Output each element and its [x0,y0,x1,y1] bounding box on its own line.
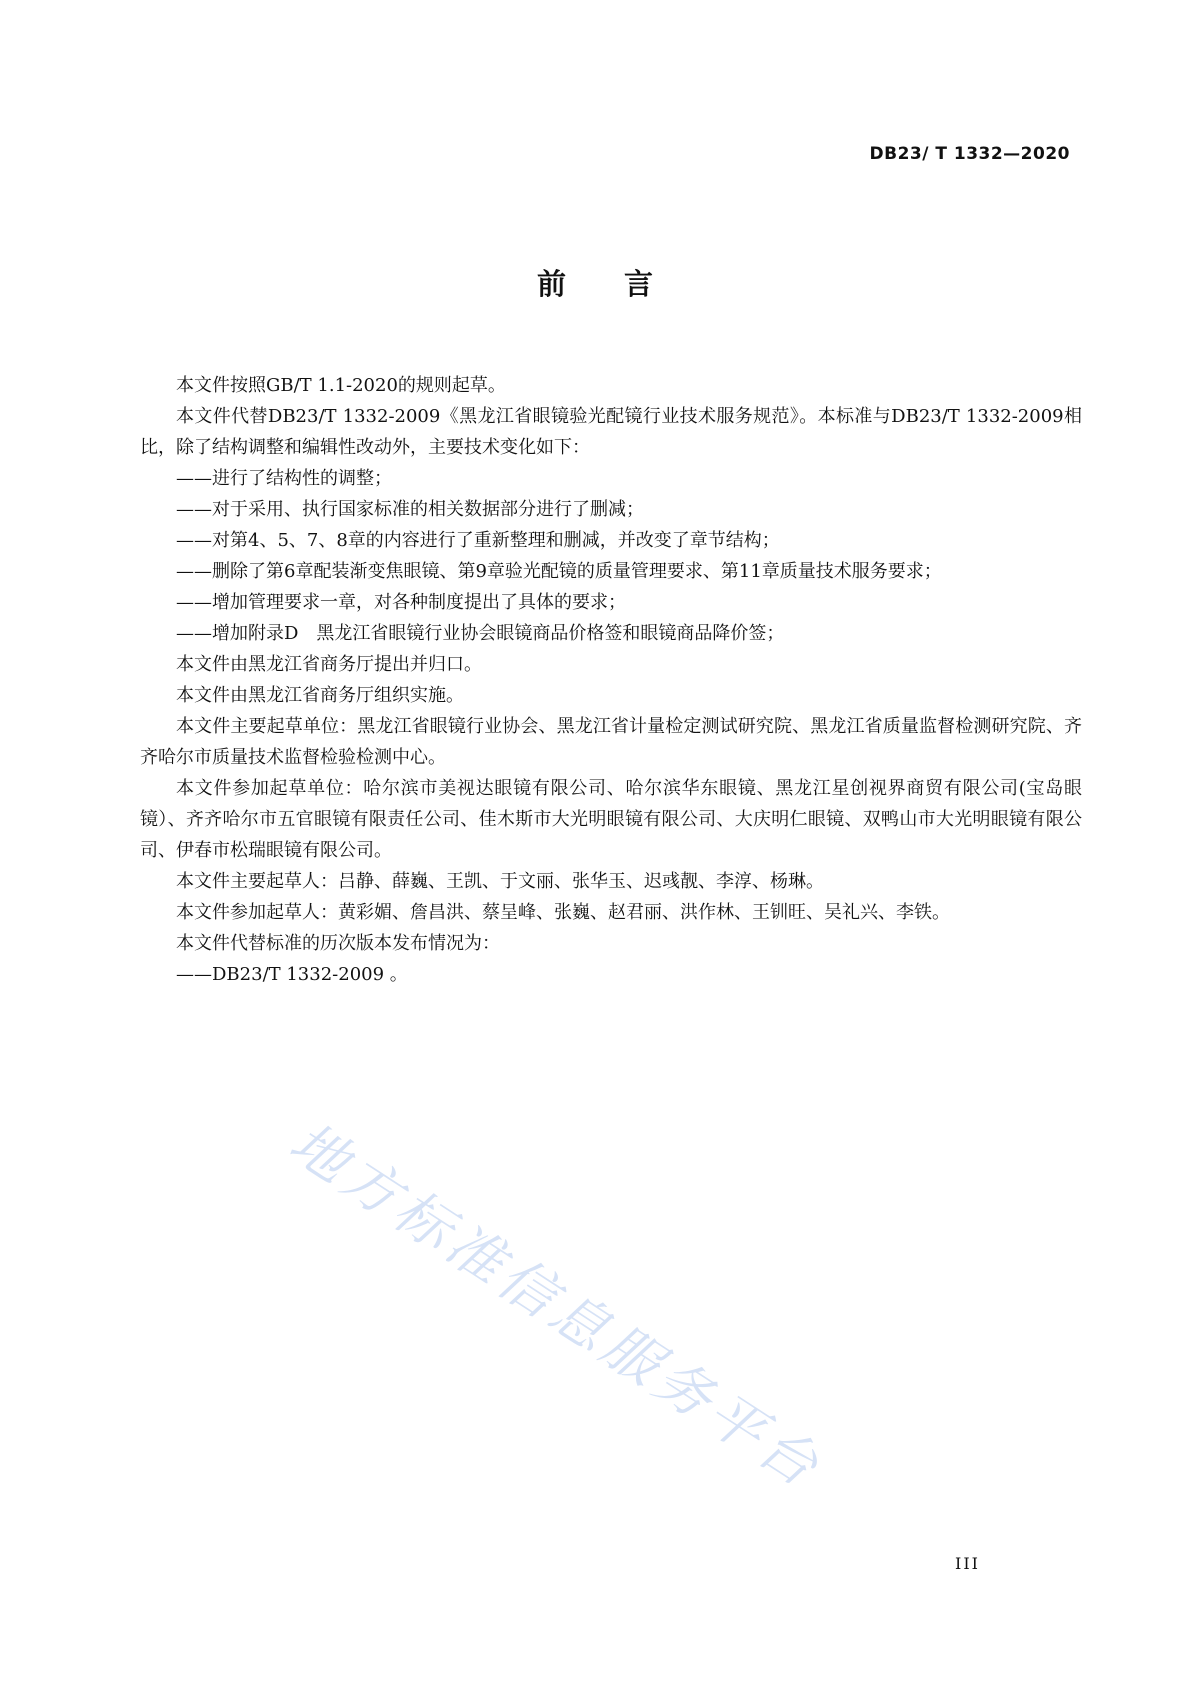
paragraph: 本文件由黑龙江省商务厅组织实施。 [176,685,464,706]
paragraph: 本文件按照GB/T 1.1-2020的规则起草。 [176,375,506,396]
paragraph: 本文件代替DB23/T 1332-2009《黑龙江省眼镜验光配镜行业技术服务规范》。本标准与DB23/T 1332-2009相比，除了结构调整和编辑性改动外，主要技术变化如下： [140,406,1082,458]
paragraph: 本文件主要起草人：吕静、薛巍、王凯、于文丽、张华玉、迟彧靓、李淳、杨琳。 [176,871,824,892]
standard-code: DB23/ T 1332—2020 [869,144,1070,164]
watermark: 地方标准信息服务平台 [278,1110,834,1503]
list-item: ——进行了结构性的调整； [176,468,392,489]
paragraph: 本文件由黑龙江省商务厅提出并归口。 [176,654,482,675]
list-item: ——增加附录D 黑龙江省眼镜行业协会眼镜商品价格签和眼镜商品降价签； [176,623,785,644]
list-item: ——对于采用、执行国家标准的相关数据部分进行了删减； [176,499,644,520]
page-title: 前言 [536,267,711,301]
page-number: III [955,1554,980,1573]
paragraph: 本文件代替标准的历次版本发布情况为： [176,933,500,954]
list-item: ——DB23/T 1332-2009 。 [176,964,408,985]
paragraph: 本文件主要起草单位：黑龙江省眼镜行业协会、黑龙江省计量检定测试研究院、黑龙江省质量监督检测研究院、齐齐哈尔市质量技术监督检验检测中心。 [140,716,1082,768]
list-item: ——删除了第6章配装渐变焦眼镜、第9章验光配镜的质量管理要求、第11章质量技术服务要求； [176,561,942,582]
paragraph: 本文件参加起草人：黄彩媚、詹昌洪、蔡呈峰、张巍、赵君丽、洪作林、王钏旺、吴礼兴、李铁。 [176,902,950,923]
list-item: ——增加管理要求一章，对各种制度提出了具体的要求； [176,592,626,613]
paragraph: 本文件参加起草单位：哈尔滨市美视达眼镜有限公司、哈尔滨华东眼镜、黑龙江星创视界商贸有限公司(宝岛眼镜）、齐齐哈尔市五官眼镜有限责任公司、佳木斯市大光明眼镜有限公司、大庆明仁眼镜、双鸭山市大光明眼镜有限公司、伊春市松瑞眼镜有限公司。 [140,778,1082,861]
foreword-body [140,370,1082,990]
list-item: ——对第4、5、7、8章的内容进行了重新整理和删减，并改变了章节结构； [176,530,780,551]
